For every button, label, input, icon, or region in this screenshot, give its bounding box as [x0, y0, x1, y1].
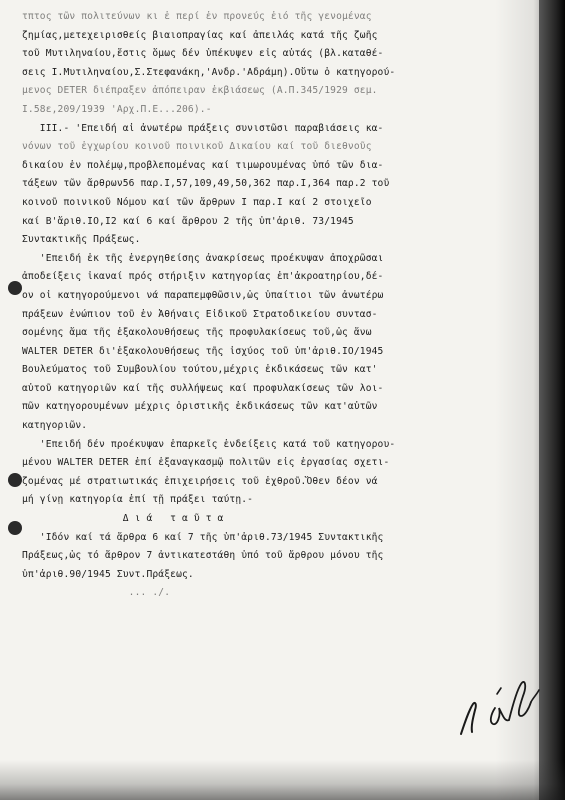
text-line: τπτος τῶν πολιτεύνων κι ἐ περί ἐν προνεύς ἐιό τῆς γενομένας	[22, 11, 372, 22]
binder-hole	[8, 281, 22, 295]
binder-hole	[8, 473, 22, 487]
text-line: μενος DETER διέπραξεν ἀπόπειραν ἐκβιάσεως (Α.Π.345/1929 σεμ.	[22, 85, 378, 97]
text-line: ον οἱ κατηγορούμενοι νά παραπεμφθῶσιν,ὡς ὑπαίτιοι τῶν ἀνωτέρω	[22, 289, 384, 301]
text-line: κοινοῦ ποινικοῦ Νόμου καί τῶν ἄρθρων Ι παρ.Ι καί 2 στοιχεῖο	[22, 196, 372, 208]
text-line: ἀποδείξεις ἱκαναί πρός στήριξιν κατηγορίας ἐπ'ἀκροατηρίου,δέ-	[22, 271, 384, 283]
text-line: ΙΙΙ.- 'Επειδή αἱ ἀνωτέρω πράξεις συνιστῶσι παραβιάσεις κα-	[22, 122, 384, 134]
text-line: μένου WALTER DETER ἐπί ἐξαναγκασμῷ πολιτῶν εἰς ἐργασίας σχετι-	[22, 457, 390, 469]
text-line: τοῦ Μυτιληναίου,ἔστις ὅμως δέν ὑπέκυψεν εἰς αὐτάς (βλ.καταθέ-	[22, 48, 384, 60]
text-line: σομένης ἅμα τῆς ἐξακολουθήσεως τῆς προφυλακίσεως τοῦ,ὡς ἄνω	[22, 327, 372, 339]
text-line: Συντακτικῆς Πράξεως.	[22, 234, 141, 246]
text-line: Βουλεύματος τοῦ Συμβουλίου τούτου,μέχρις ἐκδικάσεως τῶν κατ'	[22, 364, 378, 376]
text-line: νόνων τοῦ ἐγχωρίου κοινοῦ ποινικοῦ Δικαίου καί τοῦ διεθνοῦς	[22, 141, 372, 153]
text-line: δικαίου ἐν πολέμῳ,προβλεπομένας καί τιμωρουμένας ὑπό τῶν δια-	[22, 159, 384, 171]
text-line: 'Ιδόν καί τά ἄρθρα 6 καί 7 τῆς ὑπ'ἀριθ.73/1945 Συντακτικῆς	[22, 531, 384, 543]
text-line: ... ./.	[22, 587, 171, 599]
text-line: καί Β'ἄριθ.ΙΟ,Ι2 καί 6 καί ἄρθρου 2 τῆς ὑπ'ἀριθ. 73/1945	[22, 215, 354, 227]
text-line: ζημίας,μετεχειρισθείς βιαιοπραγίας καί ἀπειλάς κατά τῆς ζωῆς	[22, 29, 378, 41]
text-line: Ι.58ε,209/1939 'Αρχ.Π.Ε...206).-	[22, 103, 212, 115]
text-line: πῶν κατηγορουμένων μέχρις ὁριστικῆς ἐκδικάσεως τῶν κατ'αὐτῶν	[22, 401, 378, 413]
text-line: μή γίνῃ κατηγορία ἐπί τῇ πράξει ταύτῃ.-	[22, 494, 254, 506]
text-line: ζομένας μέ στρατιωτικάς ἐπιχειρήσεις τοῦ ἐχθροῦ.Ὅθεν δέον νά	[22, 475, 378, 487]
text-line: ὑπ'ἀριθ.90/1945 Συντ.Πράξεως.	[22, 568, 194, 580]
handwritten-signature	[451, 664, 543, 744]
scan-bottom-shadow	[0, 760, 565, 800]
text-line: πράξεων ἐνώπιον τοῦ ἐν Ἀθήναις Εἰδικοῦ Στρατοδικείου συντασ-	[22, 308, 378, 320]
text-line: σεις Ι.Μυτιληναίου,Σ.Στεφανάκη,'Ανδρ.'Αδράμη).Οὕτω ὁ κατηγορού-	[22, 66, 396, 78]
text-line: Πράξεως,ὡς τό ἄρθρον 7 ἀντικατεστάθη ὑπό τοῦ ἄρθρου μόνου τῆς	[22, 550, 384, 562]
text-line: κατηγοριῶν.	[22, 420, 88, 432]
text-line: αὐτοῦ κατηγοριῶν καί τῆς συλλήψεως καί προφυλακίσεως τῶν λοι-	[22, 382, 384, 394]
binder-hole	[8, 521, 22, 535]
text-line: τάξεων τῶν ἄρθρων56 παρ.Ι,57,109,49,50,362 παρ.Ι,364 παρ.2 τοῦ	[22, 178, 390, 190]
document-body	[22, 8, 492, 603]
text-line: WALTER DETER δι'ἐξακολουθήσεως τῆς ἰσχύος τοῦ ὑπ'ἀριθ.ΙΟ/1945	[22, 345, 384, 357]
text-line: 'Επειδή ἐκ τῆς ἐνεργηθείσης ἀνακρίσεως προέκυψαν ἀποχρῶσαι	[22, 252, 384, 264]
text-line: 'Επειδή δέν προέκυψαν ἐπαρκεῖς ἐνδείξεις κατά τοῦ κατηγορου-	[22, 438, 396, 450]
text-line: Δ ι ά τ α ῦ τ α	[22, 513, 224, 525]
